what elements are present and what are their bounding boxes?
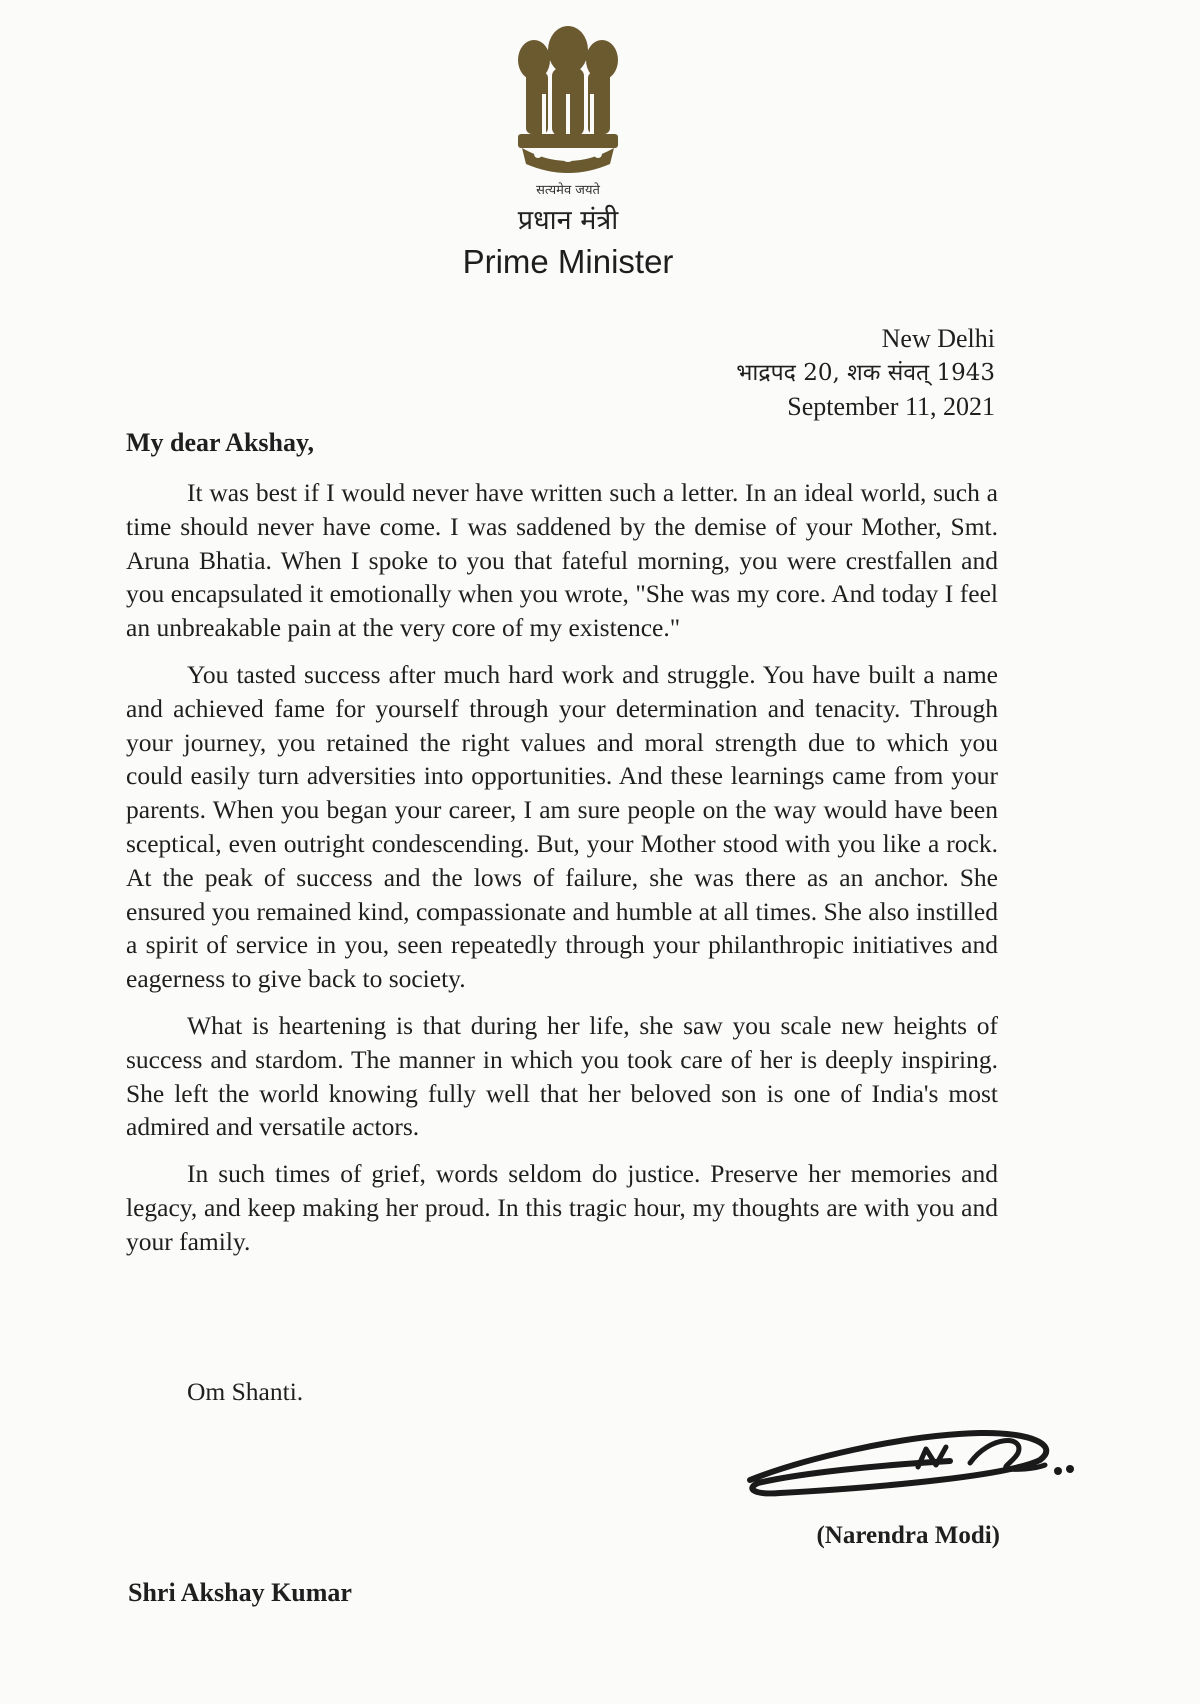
paragraph: You tasted success after much hard work and struggle. You have built a name and achieved fame for yourself through your determination and tenacity. Through your journey, you retained the right values and moral strength due to which you could easily turn adversities into opportunities. And these learnings came from your parents. When you began your career, I am sure people on the way would have been sceptical, even outright condescending. But, your Mother stood with you like a rock. At the peak of success and the lows of failure, she was there as an anchor. She ensured you remained kind, compassionate and humble at all times. She also instilled a spirit of service in you, seen repeatedly through your philanthropic initiatives and eagerness to give back to society. <box>126 659 998 994</box>
office-title-english: Prime Minister <box>462 243 674 280</box>
paragraph: It was best if I would never have written such a letter. In an ideal world, such a time should never have come. I was saddened by the demise of your Mother, Smt. Aruna Bhatia. When I spoke to you that fateful morning, you were crestfallen and you encapsulated it emotionally when you wrote, "She was my core. And today I feel an unbreakable pain at the very core of my existence." <box>126 478 998 643</box>
signatory-name: (Narendra Modi) <box>816 1522 1000 1549</box>
recipient-name: Shri Akshay Kumar <box>128 1578 352 1607</box>
paragraph: What is heartening is that during her life, she saw you scale new heights of success and stardom. The manner in which you took care of her is deeply inspiring. She left the world knowing fully well that her beloved son is one of India's most admired and versatile actors. <box>126 1010 998 1142</box>
paragraph: In such times of grief, words seldom do justice. Preserve her memories and legacy, and keep making her proud. In this tragic hour, my thoughts are with you and your family. <box>126 1159 998 1256</box>
date-hindi: भाद्रपद 20, शक संवत् 1943 <box>736 360 995 386</box>
closing: Om Shanti. <box>187 1377 304 1406</box>
date-english: September 11, 2021 <box>787 392 995 421</box>
signature-icon <box>740 1405 1080 1525</box>
place: New Delhi <box>881 324 995 353</box>
national-emblem-icon <box>512 24 624 184</box>
salutation: My dear Akshay, <box>126 428 315 457</box>
office-title-hindi: प्रधान मंत्री <box>517 205 619 236</box>
motto: सत्यमेव जयते <box>536 183 600 198</box>
letter-body <box>126 476 998 1272</box>
place-date-block <box>736 322 995 424</box>
